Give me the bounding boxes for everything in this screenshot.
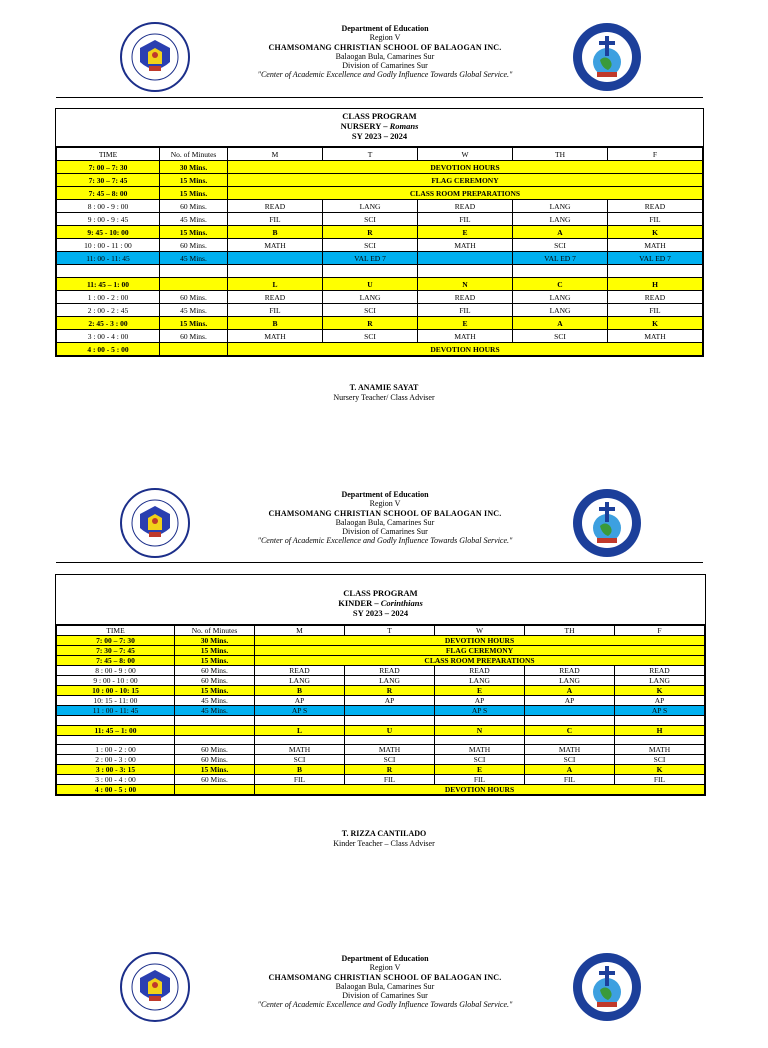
column-header: M bbox=[228, 148, 323, 161]
table-cell bbox=[513, 265, 608, 278]
table-cell bbox=[175, 735, 255, 745]
column-header: TIME bbox=[57, 148, 160, 161]
section-name: Romans bbox=[389, 121, 419, 131]
table-cell: 2 : 00 - 3 : 00 bbox=[57, 755, 175, 765]
table-cell: SCI bbox=[323, 304, 418, 317]
table-cell: L bbox=[228, 278, 323, 291]
table-row bbox=[57, 239, 703, 252]
table-cell: SCI bbox=[345, 755, 435, 765]
header-divider bbox=[56, 562, 703, 563]
motto: "Center of Academic Excellence and Godly Influence Towards Global Service." bbox=[257, 70, 513, 80]
table-cell: 8 : 00 - 9 : 00 bbox=[57, 200, 160, 213]
table-cell: 7: 30 – 7: 45 bbox=[57, 646, 175, 656]
table-cell: FIL bbox=[345, 775, 435, 785]
school-seal-icon bbox=[572, 952, 642, 1022]
teacher-name: T. ANAMIE SAYAT bbox=[349, 383, 419, 392]
table-cell: 4 : 00 - 5 : 00 bbox=[57, 343, 160, 356]
program-heading: CLASS PROGRAM bbox=[343, 588, 418, 598]
table-cell: READ bbox=[435, 666, 525, 676]
table-row bbox=[57, 656, 705, 666]
table-cell: LANG bbox=[615, 676, 705, 686]
table-cell: B bbox=[255, 765, 345, 775]
program-title bbox=[56, 575, 705, 625]
nursery-signature bbox=[0, 383, 768, 403]
school-seal-icon bbox=[572, 488, 642, 558]
table-cell: READ bbox=[525, 666, 615, 676]
table-row bbox=[57, 200, 703, 213]
table-row bbox=[57, 706, 705, 716]
table-cell: 60 Mins. bbox=[160, 291, 228, 304]
table-cell: 7: 45 – 8: 00 bbox=[57, 187, 160, 200]
table-cell: K bbox=[608, 317, 703, 330]
table-cell: R bbox=[345, 686, 435, 696]
table-cell: E bbox=[435, 686, 525, 696]
table-cell: C bbox=[513, 278, 608, 291]
column-header: T bbox=[323, 148, 418, 161]
table-cell: E bbox=[418, 226, 513, 239]
table-cell: MATH bbox=[418, 330, 513, 343]
table-cell: SCI bbox=[323, 213, 418, 226]
table-cell: FIL bbox=[228, 213, 323, 226]
school-header bbox=[0, 488, 768, 584]
table-cell: 60 Mins. bbox=[160, 239, 228, 252]
table-cell: READ bbox=[418, 200, 513, 213]
schedule-table bbox=[56, 147, 703, 356]
table-cell: MATH bbox=[228, 239, 323, 252]
table-cell: 60 Mins. bbox=[175, 775, 255, 785]
table-cell: SCI bbox=[323, 330, 418, 343]
table-cell: 9 : 00 - 9 : 45 bbox=[57, 213, 160, 226]
table-cell: MATH bbox=[418, 239, 513, 252]
table-cell: MATH bbox=[435, 745, 525, 755]
dept-name: Department of Education bbox=[341, 24, 429, 33]
table-cell: E bbox=[418, 317, 513, 330]
table-cell: 60 Mins. bbox=[175, 666, 255, 676]
table-cell: READ bbox=[615, 666, 705, 676]
table-cell: 3 : 00 - 4 : 00 bbox=[57, 775, 175, 785]
table-cell: DEVOTION HOURS bbox=[228, 161, 703, 174]
table-cell bbox=[160, 343, 228, 356]
table-cell: 7: 00 – 7: 30 bbox=[57, 161, 160, 174]
kinder-program bbox=[55, 574, 706, 796]
table-cell: K bbox=[608, 226, 703, 239]
table-cell: SCI bbox=[435, 755, 525, 765]
division: Division of Camarines Sur bbox=[342, 61, 428, 71]
table-cell: 7: 00 – 7: 30 bbox=[57, 636, 175, 646]
address: Balaogan Bula, Camarines Sur bbox=[335, 981, 435, 991]
table-cell: FIL bbox=[525, 775, 615, 785]
table-cell: B bbox=[228, 317, 323, 330]
school-name: CHAMSOMANG CHRISTIAN SCHOOL OF BALAOGAN INC. bbox=[268, 42, 502, 52]
table-cell: FIL bbox=[255, 775, 345, 785]
motto: "Center of Academic Excellence and Godly Influence Towards Global Service." bbox=[257, 1000, 513, 1010]
table-cell: FIL bbox=[608, 304, 703, 317]
table-cell bbox=[525, 706, 615, 716]
schedule-table bbox=[56, 625, 705, 795]
table-row bbox=[57, 755, 705, 765]
table-cell: LANG bbox=[345, 676, 435, 686]
table-cell: 11 : 00 - 11: 45 bbox=[57, 706, 175, 716]
column-header: W bbox=[435, 626, 525, 636]
table-cell bbox=[608, 265, 703, 278]
table-row bbox=[57, 304, 703, 317]
table-cell bbox=[175, 785, 255, 795]
table-cell: AP S bbox=[255, 706, 345, 716]
table-row bbox=[57, 745, 705, 755]
table-row bbox=[57, 765, 705, 775]
table-cell bbox=[418, 265, 513, 278]
table-cell: U bbox=[323, 278, 418, 291]
column-header: TH bbox=[513, 148, 608, 161]
table-cell bbox=[418, 252, 513, 265]
table-cell: 60 Mins. bbox=[160, 330, 228, 343]
school-year: SY 2023 – 2024 bbox=[351, 131, 408, 141]
column-header: T bbox=[345, 626, 435, 636]
table-row bbox=[57, 213, 703, 226]
dept-name: Department of Education bbox=[341, 954, 429, 963]
region: Region V bbox=[369, 499, 401, 509]
table-cell: FIL bbox=[615, 775, 705, 785]
table-cell: B bbox=[255, 686, 345, 696]
table-cell: AP bbox=[435, 696, 525, 706]
table-cell bbox=[525, 735, 615, 745]
table-cell bbox=[57, 265, 160, 278]
table-cell: AP S bbox=[435, 706, 525, 716]
table-cell: DEVOTION HOURS bbox=[255, 636, 705, 646]
table-cell: 60 Mins. bbox=[175, 755, 255, 765]
table-cell: READ bbox=[418, 291, 513, 304]
school-name: CHAMSOMANG CHRISTIAN SCHOOL OF BALAOGAN INC. bbox=[268, 972, 502, 982]
table-cell: 3 : 00 - 4 : 00 bbox=[57, 330, 160, 343]
column-header: W bbox=[418, 148, 513, 161]
table-cell: READ bbox=[255, 666, 345, 676]
table-row bbox=[57, 636, 705, 646]
table-cell: R bbox=[323, 226, 418, 239]
table-cell: 15 Mins. bbox=[160, 226, 228, 239]
table-cell: 11: 45 – 1: 00 bbox=[57, 278, 160, 291]
table-cell: LANG bbox=[525, 676, 615, 686]
table-row bbox=[57, 226, 703, 239]
table-cell: FIL bbox=[435, 775, 525, 785]
table-cell: MATH bbox=[228, 330, 323, 343]
region: Region V bbox=[369, 963, 401, 973]
table-cell: AP bbox=[345, 696, 435, 706]
table-cell: FIL bbox=[418, 213, 513, 226]
table-cell: 45 Mins. bbox=[175, 696, 255, 706]
table-cell: R bbox=[345, 765, 435, 775]
table-cell: 10: 15 - 11: 00 bbox=[57, 696, 175, 706]
table-cell: SCI bbox=[323, 239, 418, 252]
class-name: NURSERY – bbox=[340, 121, 390, 131]
table-row bbox=[57, 696, 705, 706]
table-cell: AP bbox=[255, 696, 345, 706]
table-cell: LANG bbox=[513, 200, 608, 213]
table-cell bbox=[175, 725, 255, 735]
table-cell: 45 Mins. bbox=[160, 252, 228, 265]
table-cell: 1 : 00 - 2 : 00 bbox=[57, 291, 160, 304]
table-row bbox=[57, 785, 705, 795]
table-cell: READ bbox=[228, 200, 323, 213]
table-cell: LANG bbox=[323, 200, 418, 213]
table-row bbox=[57, 330, 703, 343]
table-cell: R bbox=[323, 317, 418, 330]
column-header: M bbox=[255, 626, 345, 636]
table-cell: LANG bbox=[435, 676, 525, 686]
table-row bbox=[57, 187, 703, 200]
column-header: No. of Minutes bbox=[160, 148, 228, 161]
table-cell: 30 Mins. bbox=[175, 636, 255, 646]
table-cell: SCI bbox=[513, 330, 608, 343]
school-name: CHAMSOMANG CHRISTIAN SCHOOL OF BALAOGAN INC. bbox=[268, 508, 502, 518]
table-row bbox=[57, 716, 705, 726]
table-cell: READ bbox=[608, 291, 703, 304]
table-cell: A bbox=[513, 317, 608, 330]
table-cell: 15 Mins. bbox=[160, 317, 228, 330]
table-row bbox=[57, 161, 703, 174]
table-cell: 60 Mins. bbox=[160, 200, 228, 213]
school-header bbox=[0, 22, 768, 118]
section-name: Corinthians bbox=[380, 598, 423, 608]
table-cell bbox=[255, 735, 345, 745]
table-cell: N bbox=[418, 278, 513, 291]
table-cell: VAL ED 7 bbox=[323, 252, 418, 265]
table-cell: 11: 45 – 1: 00 bbox=[57, 725, 175, 735]
table-cell: 15 Mins. bbox=[175, 765, 255, 775]
table-row bbox=[57, 735, 705, 745]
teacher-name: T. RIZZA CANTILADO bbox=[341, 829, 427, 838]
table-row bbox=[57, 676, 705, 686]
table-cell: 2 : 00 - 2 : 45 bbox=[57, 304, 160, 317]
table-cell: READ bbox=[228, 291, 323, 304]
table-cell: 2: 45 - 3 : 00 bbox=[57, 317, 160, 330]
table-cell: 15 Mins. bbox=[160, 187, 228, 200]
table-cell: N bbox=[435, 725, 525, 735]
table-cell: 15 Mins. bbox=[175, 656, 255, 666]
table-row bbox=[57, 174, 703, 187]
table-cell: 10 : 00 - 11 : 00 bbox=[57, 239, 160, 252]
column-header: TH bbox=[525, 626, 615, 636]
table-cell: 30 Mins. bbox=[160, 161, 228, 174]
table-cell bbox=[160, 265, 228, 278]
table-cell: 7: 30 – 7: 45 bbox=[57, 174, 160, 187]
table-cell: A bbox=[525, 686, 615, 696]
table-cell bbox=[615, 716, 705, 726]
table-cell bbox=[345, 716, 435, 726]
class-name: KINDER – bbox=[338, 598, 381, 608]
table-row bbox=[57, 725, 705, 735]
table-cell: CLASS ROOM PREPARATIONS bbox=[228, 187, 703, 200]
teacher-role: Kinder Teacher – Class Adviser bbox=[333, 839, 435, 848]
table-cell: MATH bbox=[608, 330, 703, 343]
table-header-row bbox=[57, 626, 705, 636]
table-cell: 15 Mins. bbox=[175, 686, 255, 696]
table-cell: 15 Mins. bbox=[160, 174, 228, 187]
dept-name: Department of Education bbox=[341, 490, 429, 499]
table-cell bbox=[435, 716, 525, 726]
table-row bbox=[57, 343, 703, 356]
table-cell: 9 : 00 - 10 : 00 bbox=[57, 676, 175, 686]
table-cell: L bbox=[255, 725, 345, 735]
address: Balaogan Bula, Camarines Sur bbox=[335, 517, 435, 527]
table-cell: FIL bbox=[418, 304, 513, 317]
table-cell: 10 : 00 - 10: 15 bbox=[57, 686, 175, 696]
table-cell: READ bbox=[608, 200, 703, 213]
table-cell: 11: 00 - 11: 45 bbox=[57, 252, 160, 265]
table-cell: 4 : 00 - 5 : 00 bbox=[57, 785, 175, 795]
region: Region V bbox=[369, 33, 401, 43]
table-cell: LANG bbox=[513, 304, 608, 317]
table-cell: AP bbox=[615, 696, 705, 706]
table-cell bbox=[57, 735, 175, 745]
column-header: F bbox=[608, 148, 703, 161]
table-cell: B bbox=[228, 226, 323, 239]
table-cell: MATH bbox=[608, 239, 703, 252]
table-cell: FIL bbox=[608, 213, 703, 226]
table-cell: LANG bbox=[323, 291, 418, 304]
table-cell: AP S bbox=[615, 706, 705, 716]
table-cell: 45 Mins. bbox=[160, 304, 228, 317]
program-heading: CLASS PROGRAM bbox=[342, 111, 417, 121]
table-cell: 7: 45 – 8: 00 bbox=[57, 656, 175, 666]
division: Division of Camarines Sur bbox=[342, 991, 428, 1001]
table-cell: MATH bbox=[615, 745, 705, 755]
table-cell: K bbox=[615, 686, 705, 696]
division: Division of Camarines Sur bbox=[342, 527, 428, 537]
table-cell: LANG bbox=[513, 213, 608, 226]
table-cell: 60 Mins. bbox=[175, 676, 255, 686]
table-cell: C bbox=[525, 725, 615, 735]
table-cell bbox=[525, 716, 615, 726]
table-cell: DEVOTION HOURS bbox=[255, 785, 705, 795]
column-header: No. of Minutes bbox=[175, 626, 255, 636]
table-cell bbox=[160, 278, 228, 291]
nursery-program bbox=[55, 108, 704, 357]
motto: "Center of Academic Excellence and Godly Influence Towards Global Service." bbox=[257, 536, 513, 546]
school-year: SY 2023 – 2024 bbox=[352, 608, 409, 618]
table-cell bbox=[228, 265, 323, 278]
table-cell: A bbox=[525, 765, 615, 775]
table-cell: H bbox=[615, 725, 705, 735]
table-row bbox=[57, 265, 703, 278]
table-cell bbox=[255, 716, 345, 726]
table-cell: AP bbox=[525, 696, 615, 706]
table-cell: MATH bbox=[525, 745, 615, 755]
table-cell: SCI bbox=[525, 755, 615, 765]
table-row bbox=[57, 666, 705, 676]
column-header: F bbox=[615, 626, 705, 636]
table-cell bbox=[345, 706, 435, 716]
table-cell bbox=[57, 716, 175, 726]
table-row bbox=[57, 252, 703, 265]
table-header-row bbox=[57, 148, 703, 161]
table-cell: MATH bbox=[345, 745, 435, 755]
table-cell bbox=[175, 716, 255, 726]
table-cell: FIL bbox=[228, 304, 323, 317]
table-cell: VAL ED 7 bbox=[513, 252, 608, 265]
table-cell: 45 Mins. bbox=[175, 706, 255, 716]
table-cell: SCI bbox=[255, 755, 345, 765]
table-cell: H bbox=[608, 278, 703, 291]
program-title bbox=[56, 109, 703, 147]
column-header: TIME bbox=[57, 626, 175, 636]
address: Balaogan Bula, Camarines Sur bbox=[335, 51, 435, 61]
table-cell bbox=[615, 735, 705, 745]
table-cell: E bbox=[435, 765, 525, 775]
table-cell: 1 : 00 - 2 : 00 bbox=[57, 745, 175, 755]
table-cell: 60 Mins. bbox=[175, 745, 255, 755]
table-row bbox=[57, 686, 705, 696]
table-cell: LANG bbox=[255, 676, 345, 686]
table-cell: K bbox=[615, 765, 705, 775]
table-row bbox=[57, 317, 703, 330]
table-cell: DEVOTION HOURS bbox=[228, 343, 703, 356]
table-cell: MATH bbox=[255, 745, 345, 755]
teacher-role: Nursery Teacher/ Class Adviser bbox=[333, 393, 435, 402]
table-cell: FLAG CEREMONY bbox=[228, 174, 703, 187]
table-cell: CLASS ROOM PREPARATIONS bbox=[255, 656, 705, 666]
table-cell: LANG bbox=[513, 291, 608, 304]
header-divider bbox=[56, 97, 703, 98]
table-row bbox=[57, 291, 703, 304]
table-cell: SCI bbox=[513, 239, 608, 252]
table-cell: SCI bbox=[615, 755, 705, 765]
table-cell: 9: 45 - 10: 00 bbox=[57, 226, 160, 239]
table-cell bbox=[323, 265, 418, 278]
table-cell bbox=[435, 735, 525, 745]
table-cell: 3 : 00 - 3: 15 bbox=[57, 765, 175, 775]
kinder-signature bbox=[0, 829, 768, 849]
school-header bbox=[0, 952, 768, 1048]
table-cell: 15 Mins. bbox=[175, 646, 255, 656]
table-cell: FLAG CEREMONY bbox=[255, 646, 705, 656]
table-row bbox=[57, 646, 705, 656]
school-seal-icon bbox=[572, 22, 642, 92]
table-row bbox=[57, 775, 705, 785]
table-cell: U bbox=[345, 725, 435, 735]
table-cell bbox=[228, 252, 323, 265]
table-cell: VAL ED 7 bbox=[608, 252, 703, 265]
table-row bbox=[57, 278, 703, 291]
table-cell: 8 : 00 - 9 : 00 bbox=[57, 666, 175, 676]
table-cell bbox=[345, 735, 435, 745]
table-cell: A bbox=[513, 226, 608, 239]
table-cell: 45 Mins. bbox=[160, 213, 228, 226]
table-cell: READ bbox=[345, 666, 435, 676]
